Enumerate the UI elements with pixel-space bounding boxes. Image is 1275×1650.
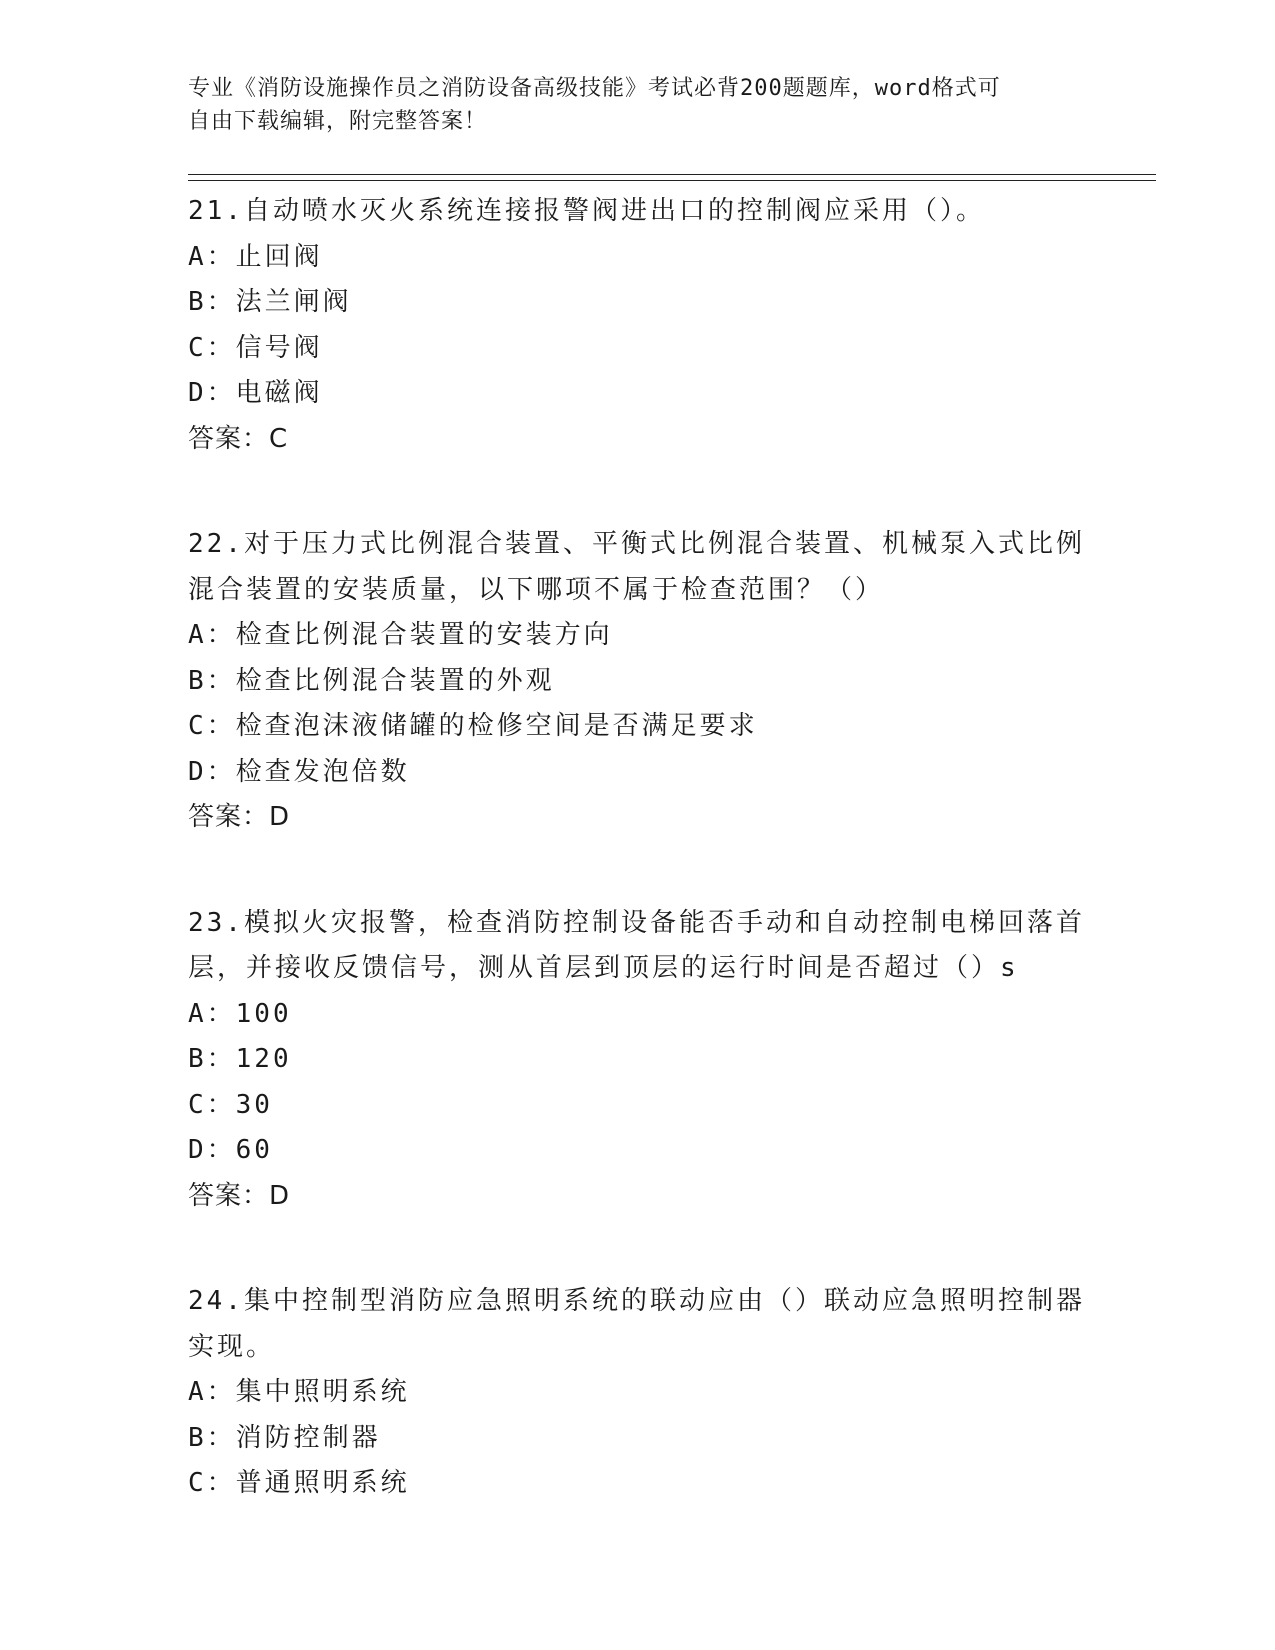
question-stem-line: 层，并接收反馈信号，测从首层到顶层的运行时间是否超过（）s — [188, 953, 1019, 983]
question-23 — [188, 901, 1088, 1220]
option-b: B：检查比例混合装置的外观 — [188, 665, 555, 696]
question-21 — [188, 189, 1088, 462]
question-stem-line: 22.对于压力式比例混合装置、平衡式比例混合装置、机械泵入式比例 — [188, 529, 1085, 559]
question-stem-line: 混合装置的安装质量，以下哪项不属于检查范围？（） — [188, 574, 885, 605]
answer-line: 答案：D — [188, 802, 291, 832]
option-c: C：信号阀 — [188, 332, 323, 363]
header-divider-top — [188, 174, 1156, 175]
option-a: A：集中照明系统 — [188, 1377, 410, 1407]
intro-line-2: 自由下载编辑，附完整答案！ — [188, 109, 488, 134]
answer-line: 答案：C — [188, 423, 289, 454]
option-b: B：120 — [188, 1044, 292, 1074]
question-stem — [188, 189, 1088, 235]
option-c: C：普通照明系统 — [188, 1468, 410, 1498]
header-divider-bottom — [188, 180, 1156, 181]
answer-line: 答案：D — [188, 1180, 291, 1211]
option-c: C：30 — [188, 1089, 273, 1120]
option-d: D：60 — [188, 1135, 273, 1165]
question-list — [188, 189, 1088, 1567]
option-b: B：消防控制器 — [188, 1422, 381, 1453]
intro-line-1: 专业《消防设施操作员之消防设备高级技能》考试必背200题题库，word格式可 — [188, 76, 1001, 101]
option-a: A：止回阀 — [188, 241, 323, 272]
question-stem-line: 实现。 — [188, 1331, 276, 1362]
question-stem-line: 23.模拟火灾报警，检查消防控制设备能否手动和自动控制电梯回落首 — [188, 907, 1085, 938]
option-c: C：检查泡沫液储罐的检修空间是否满足要求 — [188, 711, 758, 741]
question-stem — [188, 522, 1088, 613]
option-a: A：检查比例混合装置的安装方向 — [188, 620, 613, 650]
question-stem-line: 24.集中控制型消防应急照明系统的联动应由（）联动应急照明控制器 — [188, 1286, 1085, 1316]
question-24 — [188, 1279, 1088, 1507]
question-stem — [188, 901, 1088, 992]
question-22 — [188, 522, 1088, 841]
document-intro — [188, 72, 1088, 138]
option-d: D：检查发泡倍数 — [188, 756, 410, 787]
option-d: D：电磁阀 — [188, 378, 323, 408]
option-a: A：100 — [188, 998, 292, 1029]
question-stem-line: 21.自动喷水灭火系统连接报警阀进出口的控制阀应采用（）。 — [188, 196, 985, 226]
question-stem — [188, 1279, 1088, 1370]
option-b: B：法兰闸阀 — [188, 287, 352, 317]
